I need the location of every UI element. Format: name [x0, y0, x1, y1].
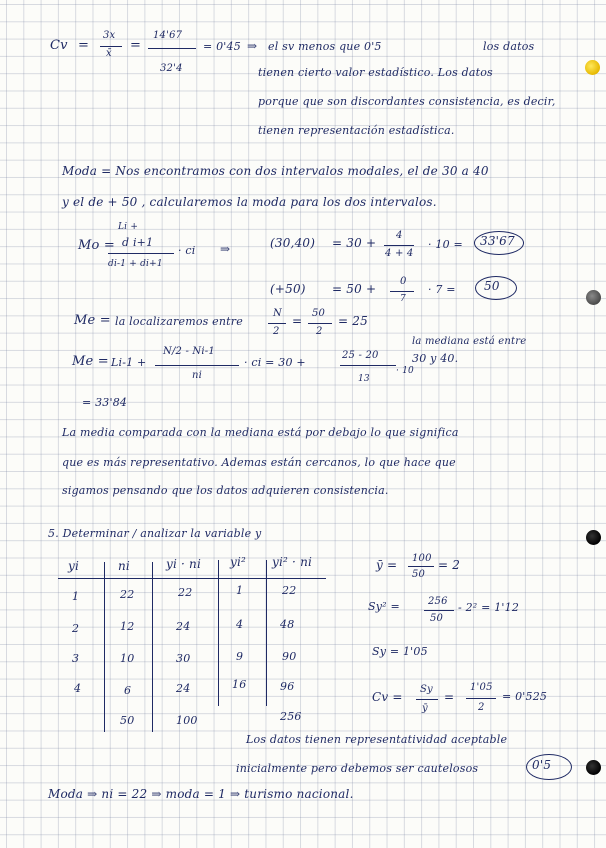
- fraction-bar: [416, 699, 438, 700]
- fraction-bar: [148, 48, 196, 49]
- cv-frac2-den: 32'4: [160, 63, 183, 74]
- conclusion-line: Los datos tienen representatividad aceptable: [246, 733, 508, 746]
- binder-hole: [586, 530, 601, 545]
- table-cell: 96: [280, 680, 295, 693]
- compare-paragraph-line: La media comparada con la mediana está por debajo lo que significa: [62, 426, 459, 439]
- moda-paragraph-line: Moda = Nos encontramos con dos intervalos modales, el de 30 a 40: [62, 164, 489, 178]
- table-cell: 22: [178, 586, 193, 599]
- table-column-rule: [218, 560, 219, 706]
- mo-num: d i+1: [122, 236, 154, 249]
- std-dev: Sy = 1'05: [372, 645, 428, 658]
- cv-paragraph-line: tienen representación estadística.: [258, 124, 455, 137]
- mo-calc2-num: 0: [400, 276, 407, 287]
- me-frac-den: 2: [273, 326, 280, 337]
- mean-num: 100: [412, 553, 432, 564]
- fraction-bar: [384, 245, 414, 246]
- cv-arrow: ⇒: [247, 39, 258, 53]
- cv2-lhs: Cv =: [372, 690, 403, 704]
- table-cell: 1: [236, 584, 244, 597]
- table-cell: 22: [282, 584, 297, 597]
- table-cell: 1: [72, 590, 80, 603]
- conclusion-value: 0'5: [532, 758, 552, 772]
- cv-lhs: Cv: [50, 38, 68, 53]
- fraction-bar: [340, 365, 396, 366]
- moda-paragraph-line: y el de + 50 , calcularemos la moda para los dos intervalos.: [62, 195, 437, 209]
- table-header: yi: [68, 559, 80, 573]
- fraction-bar: [424, 610, 454, 611]
- mo-arrow: ⇒: [220, 242, 231, 256]
- mo-ci: · ci: [178, 244, 196, 257]
- table-cell: 16: [232, 678, 247, 691]
- table-header: ni: [118, 559, 130, 573]
- mo-calc1-den: 4 + 4: [385, 248, 414, 259]
- conclusion-line: inicialmente pero debemos ser cautelosos: [236, 762, 479, 775]
- binder-hole: [586, 760, 601, 775]
- me2-term1: Li-1 +: [111, 356, 147, 369]
- mo-calc1-interval: (30,40): [270, 236, 316, 250]
- cv2-result: = 0'525: [502, 690, 548, 703]
- table-cell: 12: [120, 620, 135, 633]
- table-cell: 4: [236, 618, 244, 631]
- me-result: = 25: [338, 314, 368, 328]
- variance-tail: - 2² = 1'12: [458, 601, 520, 614]
- me-eq: =: [292, 314, 303, 328]
- variance-num: 256: [428, 596, 448, 607]
- compare-paragraph-line: que es más representativo. Ademas están cercanos, lo que hace que: [62, 456, 456, 469]
- me-text: la localizaremos entre: [115, 315, 243, 328]
- mo-den: di-1 + di+1: [108, 259, 163, 269]
- fraction-bar: [108, 253, 174, 254]
- fraction-bar: [408, 566, 434, 567]
- binder-hole: [586, 290, 601, 305]
- cv2-num: Sy: [420, 684, 433, 695]
- mo-calc2-result: 50: [484, 279, 500, 293]
- me-lhs: Me =: [74, 313, 111, 328]
- variance-lhs: Sy² =: [368, 600, 400, 613]
- binder-hole-yellow: [585, 60, 600, 75]
- cv-text2: los datos: [483, 40, 535, 53]
- section-5-title: 5. Determinar / analizar la variable y: [48, 527, 262, 540]
- table-column-rule: [104, 562, 105, 732]
- table-column-rule: [266, 560, 267, 706]
- mean-den: 50: [412, 569, 426, 580]
- mo-calc1-num: 4: [396, 230, 403, 241]
- mean-result: = 2: [438, 558, 461, 572]
- table-cell: 9: [236, 650, 244, 663]
- cv-eq2: =: [130, 38, 142, 53]
- fraction-bar: [308, 323, 332, 324]
- cv-paragraph-line: tienen cierto valor estadístico. Los datos: [258, 66, 493, 79]
- me-final-result: = 33'84: [82, 396, 128, 409]
- table-cell: 30: [176, 652, 191, 665]
- me-note-interval: 30 y 40.: [412, 352, 459, 365]
- fraction-bar: [155, 365, 239, 366]
- fraction-bar: [268, 323, 286, 324]
- me2-num: N/2 - Ni-1: [163, 346, 215, 357]
- table-header: yi²: [230, 555, 247, 569]
- mo-calc2-eq: = 50 +: [332, 282, 377, 296]
- fraction-bar: [466, 698, 496, 699]
- table-cell: 24: [176, 682, 191, 695]
- cv2-num2: 1'05: [470, 682, 493, 693]
- table-cell: 48: [280, 618, 295, 631]
- me-frac2-num: 50: [312, 308, 326, 319]
- cv-frac2-num: 14'67: [153, 30, 183, 41]
- cv2-den: ȳ: [422, 703, 428, 714]
- table-cell: 24: [176, 620, 191, 633]
- mo-num-top: Li +: [118, 222, 139, 232]
- mean-lhs: ȳ =: [376, 558, 398, 572]
- table-header-rule: [58, 578, 326, 579]
- compare-paragraph-line: sigamos pensando que los datos adquieren consistencia.: [62, 484, 389, 497]
- cv-result: = 0'45: [203, 40, 241, 53]
- cv-frac1-num: 3x: [103, 30, 116, 41]
- table-cell: 90: [282, 650, 297, 663]
- table-cell: 10: [120, 652, 135, 665]
- mo-calc2-interval: (+50): [270, 282, 306, 296]
- me2-den: ni: [192, 370, 203, 381]
- me2-sub: · 10: [396, 366, 414, 376]
- mo-calc2-tail: · 7 =: [428, 283, 456, 296]
- mo-calc1-result: 33'67: [480, 234, 515, 248]
- cv-paragraph-line: porque que son discordantes consistencia, es decir,: [258, 95, 556, 108]
- cv2-eq: =: [444, 690, 455, 704]
- cv-frac1-den: x̄: [106, 48, 112, 59]
- me2-lhs: Me =: [72, 354, 109, 369]
- me2-ci: · ci = 30 +: [244, 356, 306, 369]
- table-header: yi² · ni: [272, 555, 313, 569]
- me2-num2: 25 - 20: [342, 350, 379, 361]
- mo-calc1-tail: · 10 =: [428, 238, 463, 251]
- table-column-rule: [152, 562, 153, 732]
- table-header: yi · ni: [166, 557, 202, 571]
- cv-eq: =: [78, 38, 90, 53]
- mo-calc2-den: 7: [400, 294, 406, 304]
- fraction-bar: [390, 291, 414, 292]
- cv-text1: el sv menos que 0'5: [268, 40, 382, 53]
- table-cell: 3: [72, 652, 80, 665]
- variance-den: 50: [430, 613, 444, 624]
- moda-final: Moda ⇒ ni = 22 ⇒ moda = 1 ⇒ turismo nacional.: [48, 787, 354, 801]
- me-note-text: la mediana está entre: [412, 336, 527, 347]
- table-total: 100: [176, 714, 198, 727]
- mo-lhs: Mo =: [78, 238, 115, 253]
- table-cell: 4: [74, 682, 82, 695]
- table-total: 256: [280, 710, 302, 723]
- me-frac-num: N: [273, 308, 282, 319]
- table-total: 50: [120, 714, 135, 727]
- mo-calc1-eq: = 30 +: [332, 236, 377, 250]
- table-cell: 22: [120, 588, 135, 601]
- cv2-den2: 2: [478, 702, 485, 713]
- me-frac2-den: 2: [316, 326, 323, 337]
- table-cell: 6: [124, 684, 132, 697]
- table-cell: 2: [72, 622, 80, 635]
- me2-den2: 13: [358, 374, 370, 384]
